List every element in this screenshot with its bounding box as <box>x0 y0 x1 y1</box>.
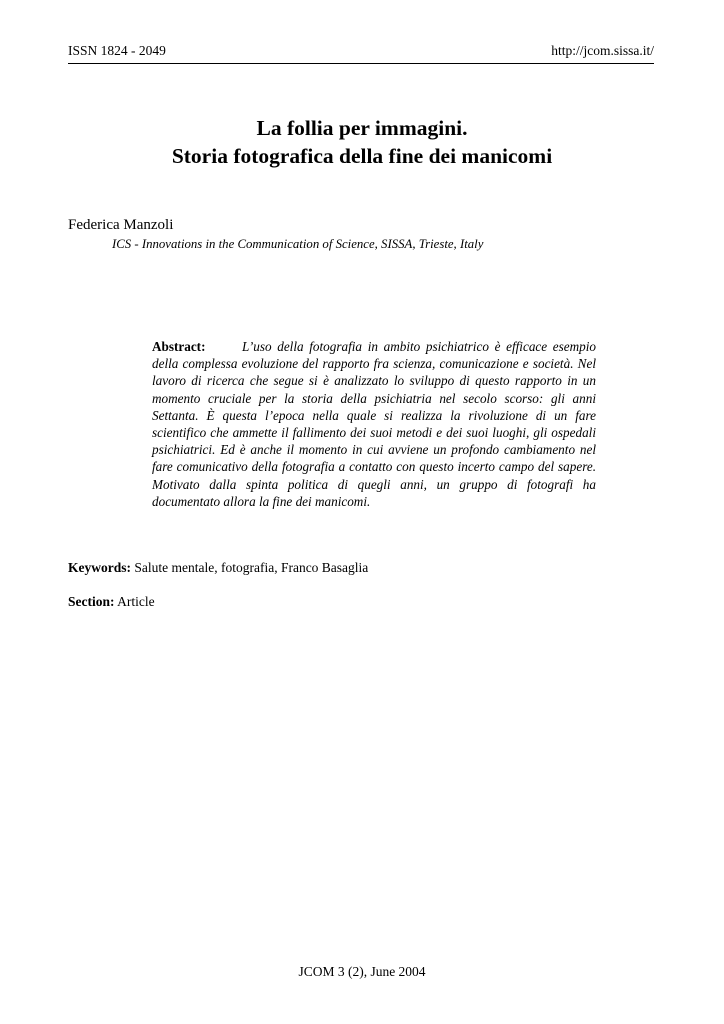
abstract-label: Abstract: <box>152 339 206 354</box>
keywords-line <box>68 560 368 576</box>
abstract <box>152 338 596 510</box>
abstract-text: L’uso della fotografia in ambito psichiatrico è efficace esempio della complessa evoluzione del rapporto fra scienza, comunicazione e società. Nel lavoro di ricerca che segue si è analizzato lo sviluppo di questo rapporto in un momento cruciale per la storia della psichiatria nel secolo scorso: gli anni Settanta. È questa l’epoca nella quale si realizza la rivoluzione di un fare scientifico che ammette il fallimento dei suoi metodi e dei suoi luoghi, gli ospedali psichiatrici. Ed è anche il momento in cui avviene un profondo cambiamento nel fare comunicativo della fotografia a contatto con questo incerto campo del sapere. Motivato dalla spinta politica di quegli anni, un gruppo di fotografi ha documentato allora la fine dei manicomi. <box>152 339 596 509</box>
author-affiliation: ICS - Innovations in the Communication of Science, SISSA, Trieste, Italy <box>112 237 484 251</box>
journal-url[interactable]: http://jcom.sissa.it/ <box>551 43 654 58</box>
section-line <box>68 594 155 610</box>
title-line-2: Storia fotografica della fine dei manicomi <box>171 144 553 168</box>
issn-number: ISSN 1824 - 2049 <box>68 43 166 58</box>
page-footer: JCOM 3 (2), June 2004 <box>298 964 426 979</box>
page-header <box>68 43 654 64</box>
keywords-label: Keywords: <box>68 560 131 575</box>
section-label: Section: <box>68 594 115 609</box>
title-line-1: La follia per immagini. <box>256 116 468 140</box>
paper-title <box>0 114 724 170</box>
keywords-value: Salute mentale, fotografia, Franco Basaglia <box>134 560 369 575</box>
section-value: Article <box>117 594 155 609</box>
author-name: Federica Manzoli <box>68 217 174 233</box>
